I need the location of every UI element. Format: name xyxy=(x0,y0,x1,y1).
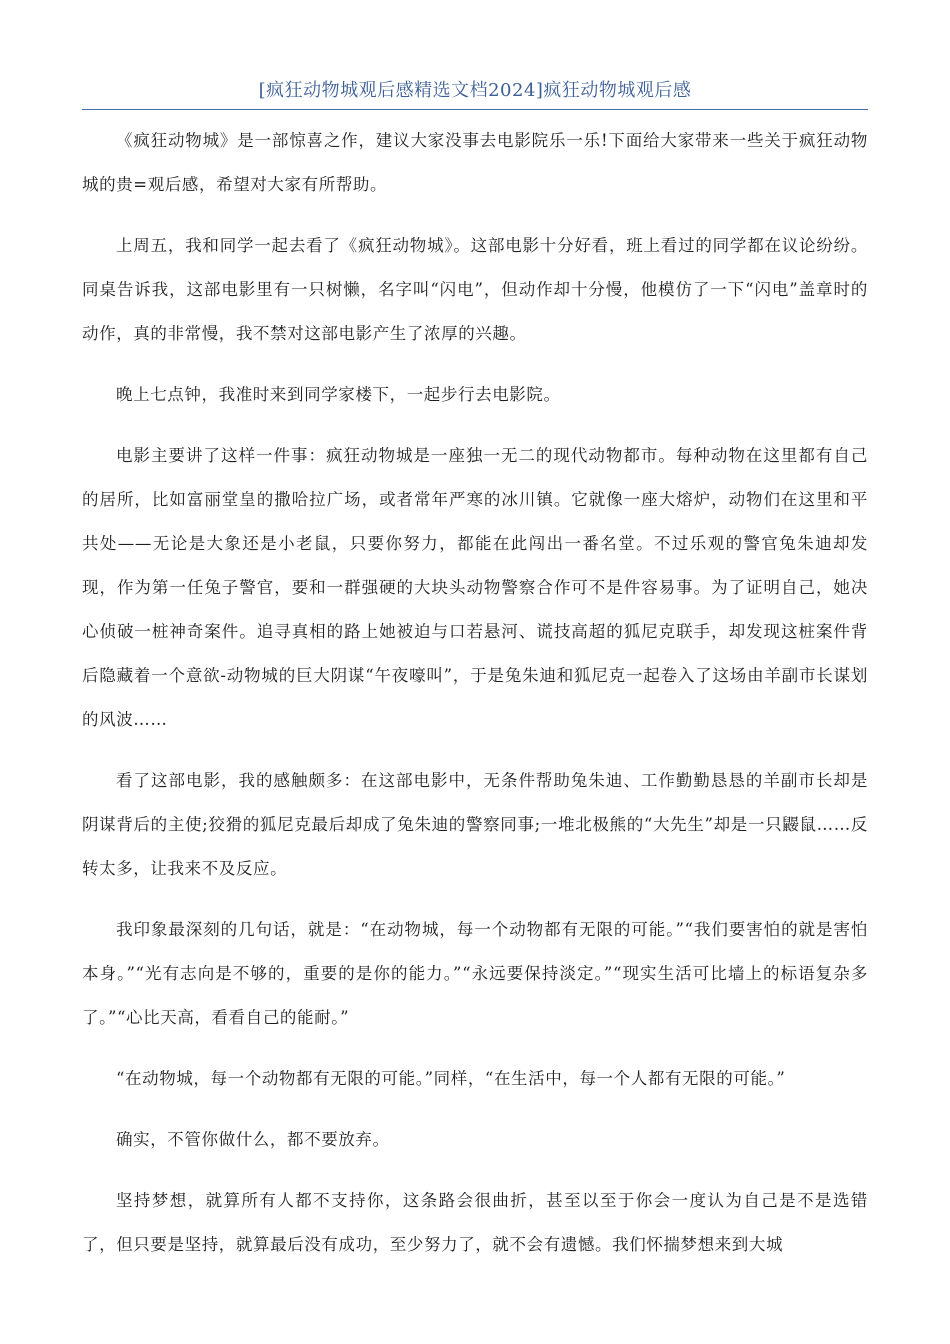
article-body xyxy=(82,119,868,1284)
paragraph-never-give-up: 确实，不管你做什么，都不要放弃。 xyxy=(116,1130,390,1149)
paragraph-evening: 晚上七点钟，我准时来到同学家楼下，一起步行去电影院。 xyxy=(116,385,561,404)
paragraph-reflection: 看了这部电影，我的感触颇多：在这部电影中，无条件帮助兔朱迪、工作勤勤恳恳的羊副市长却是阴谋背后的主使;狡猾的狐尼克最后却成了兔朱迪的警察同事;一堆北极熊的“大先生”却是一只鼹鼠……反转太多，让我来不及反应。 xyxy=(82,771,868,878)
paragraph-plot: 电影主要讲了这样一件事：疯狂动物城是一座独一无二的现代动物都市。每种动物在这里都有自己的居所，比如富丽堂皇的撒哈拉广场，或者常年严寒的冰川镇。它就像一座大熔炉，动物们在这里和平共处——无论是大象还是小老鼠，只要你努力，都能在此闯出一番名堂。不过乐观的警官兔朱迪却发现，作为第一任兔子警官，要和一群强硬的大块头动物警察合作可不是件容易事。为了证明自己，她决心侦破一桩神奇案件。追寻真相的路上她被迫与口若悬河、谎技高超的狐尼克联手，却发现这桩案件背后隐藏着一个意欲-动物城的巨大阴谋“午夜嚎叫”，于是兔朱迪和狐尼克一起卷入了这场由羊副市长谋划的风波…… xyxy=(82,446,868,729)
paragraph-persist-dream: 坚持梦想，就算所有人都不支持你，这条路会很曲折，甚至以至于你会一度认为自己是不是选错了，但只要是坚持，就算最后没有成功，至少努力了，就不会有遗憾。我们怀揣梦想来到大城 xyxy=(82,1191,868,1254)
paragraph-intro: 《疯狂动物城》是一部惊喜之作，建议大家没事去电影院乐一乐!下面给大家带来一些关于疯狂动物城的贵=观后感，希望对大家有所帮助。 xyxy=(82,131,868,194)
page-header xyxy=(82,78,868,110)
paragraph-last-friday: 上周五，我和同学一起去看了《疯狂动物城》。这部电影十分好看，班上看过的同学都在议论纷纷。同桌告诉我，这部电影里有一只树懒，名字叫“闪电”，但动作却十分慢，他模仿了一下“闪电”盖章时的动作，真的非常慢，我不禁对这部电影产生了浓厚的兴趣。 xyxy=(82,236,868,343)
paragraph-quotes: 我印象最深刻的几句话，就是：“在动物城，每一个动物都有无限的可能。”“我们要害怕的就是害怕本身。”“光有志向是不够的，重要的是你的能力。”“永远要保持淡定。”“现实生活可比墙上的标语复杂多了。”“心比天高，看看自己的能耐。” xyxy=(82,920,868,1027)
paragraph-possibility: “在动物城，每一个动物都有无限的可能。”同样，“在生活中，每一个人都有无限的可能。” xyxy=(116,1069,786,1088)
header-title: [疯狂动物城观后感精选文档2024]疯狂动物城观后感 xyxy=(258,80,692,101)
